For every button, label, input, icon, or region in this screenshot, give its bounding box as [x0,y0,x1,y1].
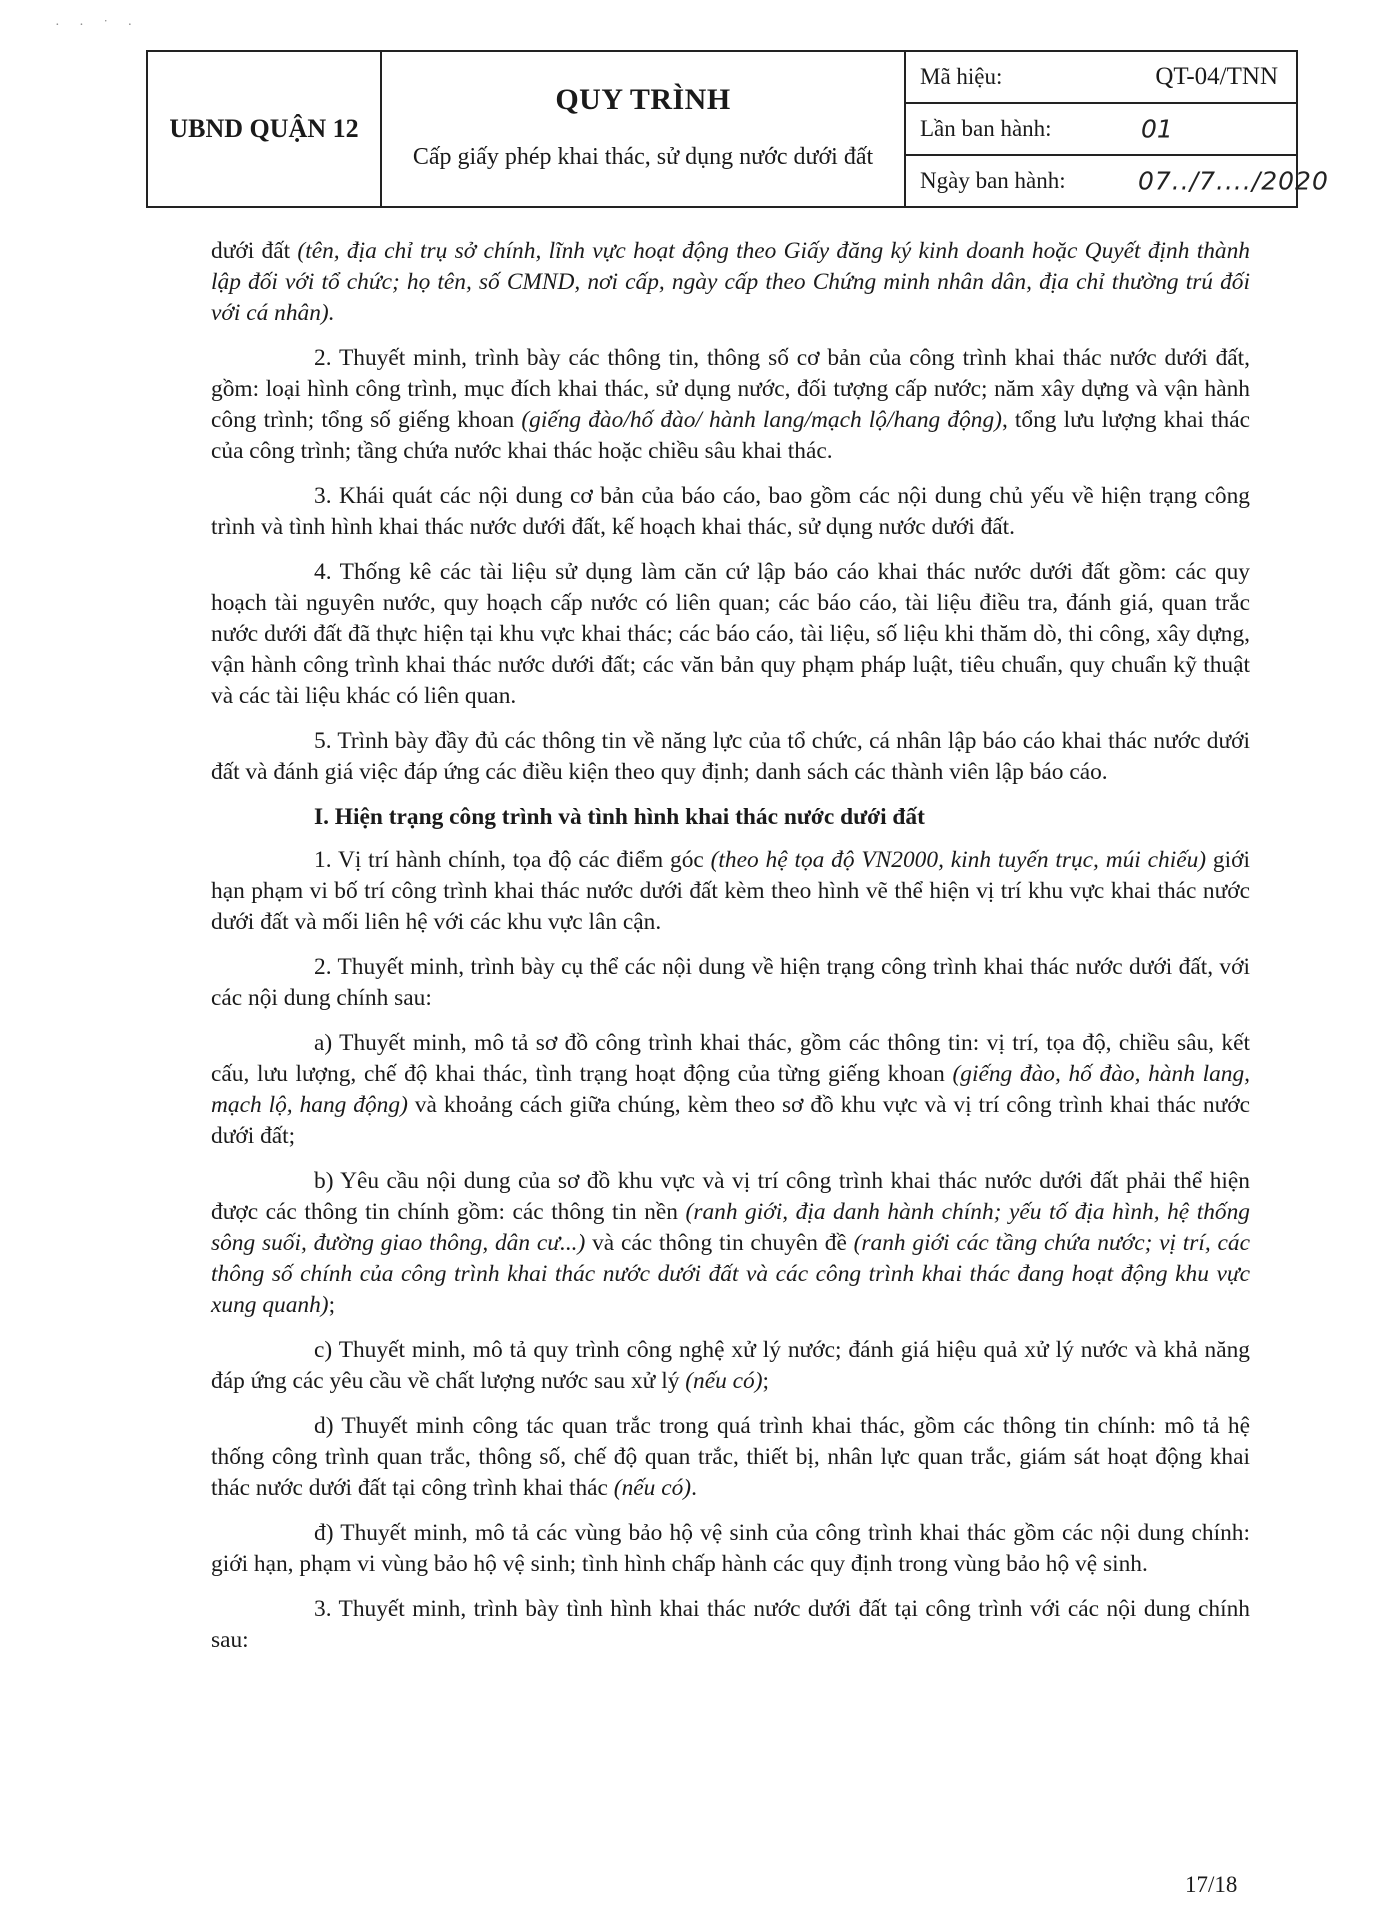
paragraph-i-2d [211,1411,1250,1504]
code-label: Mã hiệu: [920,64,1003,89]
italic-text: (nếu có) [613,1475,692,1501]
text: a) Thuyết minh, mô tả sơ đồ công trình khai thác, gồm các thông tin: vị trí, tọa độ, chiều sâu, kết cấu, lưu lượng, chế độ khai thác, tình trạng hoạt động của từng giếng khoan [211,1030,1250,1087]
issue-value-handwritten: 01 [1141,114,1173,144]
issue-label: Lần ban hành: [920,116,1052,141]
header-title-cell [381,51,905,207]
document-body [211,236,1250,1670]
text: và khoảng cách giữa chúng, kèm theo sơ đồ khu vực và vị trí công trình khai thác nước dưới đất; [211,1092,1250,1149]
text: ; [762,1368,770,1394]
italic-text: (ranh giới, địa danh hành chính; yếu tố địa hình, hệ thống sông suối, đường giao thông, dân cư...) [211,1199,1250,1256]
italic-text: (giếng đào/hố đào/ hành lang/mạch lộ/hang động) [521,407,1002,433]
italic-text: (ranh giới các tầng chứa nước; vị trí, các thông số chính của công trình khai thác nước dưới đất và các công trình khai thác đang hoạt động khu vực xung quanh) [211,1230,1250,1318]
paragraph-i-2c [211,1335,1250,1397]
scan-artifact: · · ˙ · [55,18,141,33]
section-heading: I. Hiện trạng công trình và tình hình khai thác nước dưới đất [314,804,925,830]
paragraph-i-3: 3. Thuyết minh, trình bày tình hình khai thác nước dưới đất tại công trình với các nội dung chính sau: [211,1596,1250,1653]
paragraph-2 [211,343,1250,467]
paragraph-i-1 [211,845,1250,938]
text: d) Thuyết minh công tác quan trắc trong quá trình khai thác, gồm các thông tin chính: mô tả hệ thống công trình quan trắc, thông số, chế độ quan trắc, thiết bị, nhân lực quan trắc, giám sát hoạt động khai thác nước dưới đất tại công trình khai thác [211,1413,1250,1501]
paragraph-4: 4. Thống kê các tài liệu sử dụng làm căn cứ lập báo cáo khai thác nước dưới đất gồm: các quy hoạch tài nguyên nước, quy hoạch cấp nước có liên quan; các báo cáo, tài liệu điều tra, đánh giá, quan trắc nước dưới đất đã thực hiện tại khu vực khai thác; các báo cáo, tài liệu, số liệu khi thăm dò, thi công, xây dựng, vận hành công trình khai thác nước dưới đất; các văn bản quy phạm pháp luật, tiêu chuẩn, quy chuẩn kỹ thuật và các tài liệu khác có liên quan. [211,559,1250,709]
text: 2. Thuyết minh, trình bày các thông tin, thông số cơ bản của công trình khai thác nước dưới đất, gồm: loại hình công trình, mục đích khai thác, sử dụng nước, đối tượng cấp nước; năm xây dựng và vận hành công trình; tổng số giếng khoan [211,345,1250,433]
text: . [691,1475,697,1501]
text: b) Yêu cầu nội dung của sơ đồ khu vực và vị trí công trình khai thác nước dưới đất phải thể hiện được các thông tin chính gồm: các thông tin nền [211,1168,1250,1225]
document-title: QUY TRÌNH [555,83,731,116]
text: và các thông tin chuyên đề [585,1230,854,1256]
code-value: QT-04/TNN [1155,63,1278,90]
paragraph-i-2: 2. Thuyết minh, trình bày cụ thể các nội dung về hiện trạng công trình khai thác nước dưới đất, với các nội dung chính sau: [211,954,1250,1011]
paragraph-continued [211,236,1250,329]
date-label: Ngày ban hành: [920,168,1066,193]
issuing-organization: UBND QUẬN 12 [147,51,381,207]
italic-text: (theo hệ tọa độ VN2000, kinh tuyến trục, múi chiếu) [710,847,1207,873]
text: c) Thuyết minh, mô tả quy trình công nghệ xử lý nước; đánh giá hiệu quả xử lý nước và khả năng đáp ứng các yêu cầu về chất lượng nước sau xử lý [211,1337,1250,1394]
italic-text: (nếu có) [685,1368,763,1394]
italic-text: (giếng đào, hố đào, hành lang, mạch lộ, hang động) [211,1061,1251,1118]
issue-cell [905,103,1297,155]
text: ; [328,1292,336,1318]
paragraph-5: 5. Trình bày đầy đủ các thông tin về năng lực của tổ chức, cá nhân lập báo cáo khai thác nước dưới đất và đánh giá việc đáp ứng các điều kiện theo quy định; danh sách các thành viên lập báo cáo. [211,728,1250,785]
text: dưới đất [211,238,298,264]
date-cell [905,155,1329,207]
date-value-handwritten: 07../7..../2020 [1138,166,1329,196]
document-subtitle: Cấp giấy phép khai thác, sử dụng nước dưới đất [412,144,874,170]
code-cell [905,51,1297,103]
page-number: 17/18 [1185,1872,1238,1897]
paragraph-i-2dd: đ) Thuyết minh, mô tả các vùng bảo hộ vệ sinh của công trình khai thác gồm các nội dung chính: giới hạn, phạm vi vùng bảo hộ vệ sinh; tình hình chấp hành các quy định trong vùng bảo hộ vệ sinh. [211,1520,1250,1577]
italic-text: (tên, địa chỉ trụ sở chính, lĩnh vực hoạt động theo Giấy đăng ký kinh doanh hoặc Quyết định thành lập đối với tổ chức; họ tên, số CMND, nơi cấp, ngày cấp theo Chứng minh nhân dân, địa chỉ thường trú đối với cá nhân). [211,238,1250,326]
document-header-table [146,50,1329,208]
paragraph-3: 3. Khái quát các nội dung cơ bản của báo cáo, bao gồm các nội dung chủ yếu về hiện trạng công trình và tình hình khai thác nước dưới đất, kế hoạch khai thác, sử dụng nước dưới đất. [211,483,1250,540]
text: , tổng lưu lượng khai thác của công trình; tầng chứa nước khai thác hoặc chiều sâu khai thác. [211,407,1250,464]
paragraph-i-2b [211,1166,1250,1321]
paragraph-i-2a [211,1028,1250,1152]
text: giới hạn phạm vi bố trí công trình khai thác nước dưới đất kèm theo hình vẽ thể hiện vị trí khu vực khai thác nước dưới đất và mối liên hệ với các khu vực lân cận. [211,847,1250,935]
text: 1. Vị trí hành chính, tọa độ các điểm góc [314,847,711,873]
